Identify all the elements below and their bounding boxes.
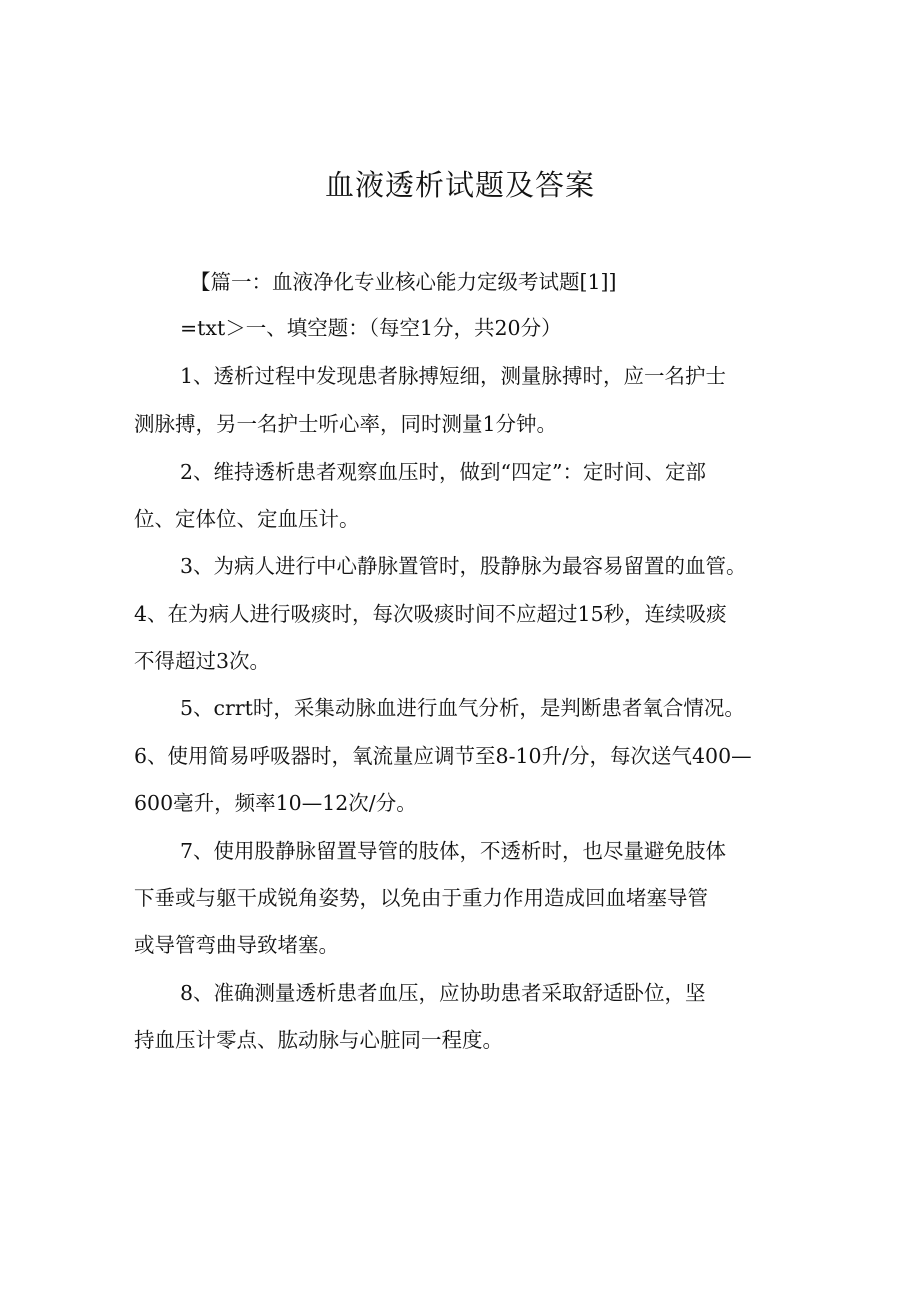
- text-line: 4、在为病人进行吸痰时，每次吸痰时间不应超过15秒，连续吸痰: [134, 602, 727, 626]
- text-line: 3、为病人进行中心静脉置管时，股静脉为最容易留置的血管。: [180, 554, 747, 578]
- text-line: 下垂或与躯干成锐角姿势，以免由于重力作用造成回血堵塞导管: [134, 886, 708, 910]
- document-title: 血液透析试题及答案: [324, 168, 595, 202]
- text-line: 5、crrt时，采集动脉血进行血气分析，是判断患者氧合情况。: [180, 696, 745, 720]
- text-line: 持血压计零点、肱动脉与心脏同一程度。: [134, 1028, 503, 1052]
- text-line: 不得超过3次。: [134, 649, 271, 673]
- text-line: 【篇一：血液净化专业核心能力定级考试题[1]]: [190, 270, 617, 294]
- text-line: 6、使用简易呼吸器时，氧流量应调节至8-10升/分，每次送气400—: [134, 744, 752, 768]
- text-line: 8、准确测量透析患者血压，应协助患者采取舒适卧位，坚: [180, 981, 706, 1005]
- text-line: 1、透析过程中发现患者脉搏短细，测量脉搏时，应一名护士: [180, 364, 727, 388]
- text-line: =txt＞一、填空题：（每空1分，共20分）: [180, 316, 562, 340]
- text-line: 测脉搏，另一名护士听心率，同时测量1分钟。: [134, 412, 558, 436]
- text-line: 600毫升，频率10—12次/分。: [134, 791, 417, 815]
- text-line: 2、维持透析患者观察血压时，做到“四定”：定时间、定部: [180, 460, 707, 484]
- text-line: 或导管弯曲导致堵塞。: [134, 933, 339, 957]
- text-line: 位、定体位、定血压计。: [134, 507, 360, 531]
- text-line: 7、使用股静脉留置导管的肢体，不透析时，也尽量避免肢体: [180, 839, 727, 863]
